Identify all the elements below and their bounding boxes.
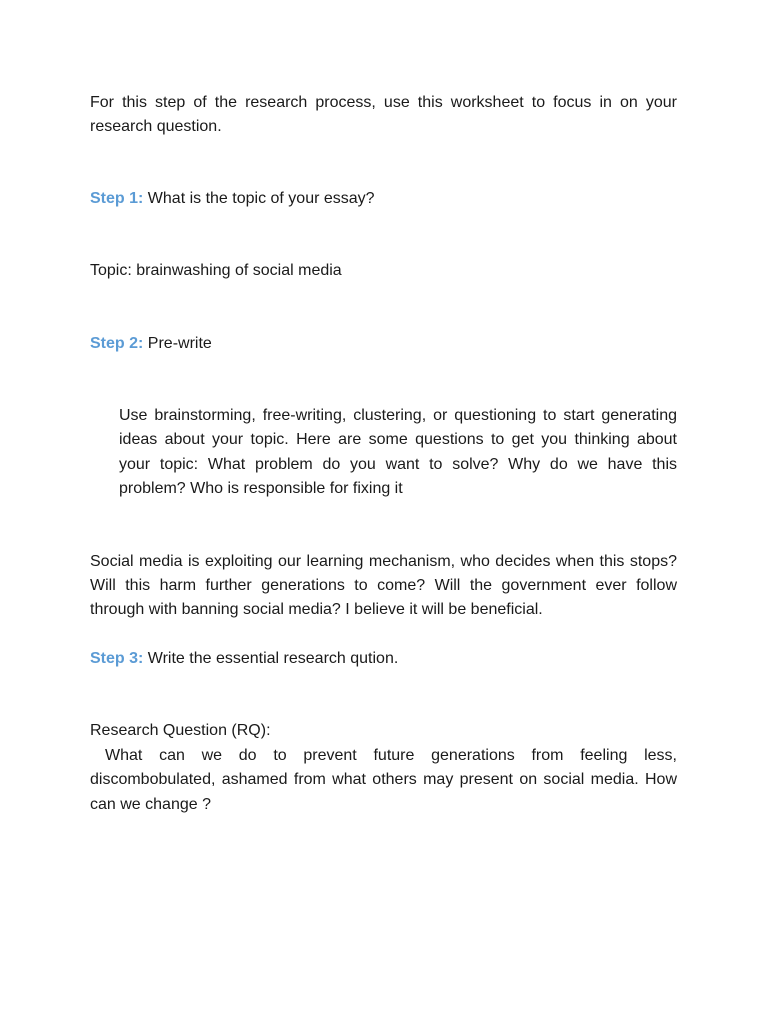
research-question-heading: Research Question (RQ): [90, 722, 271, 740]
step1-line [90, 187, 677, 211]
step3-text: Write the essential research qution. [143, 649, 399, 667]
step3-label: Step 3: [90, 649, 144, 667]
step2-text: Pre-write [143, 334, 212, 352]
prewrite-response: Social media is exploiting our learning mechanism, who decides when this stops? Will this harm further generations to come? Will the government ever follow through with banning social media? I believe it will be beneficial. [90, 552, 677, 619]
intro-paragraph: For this step of the research process, use this worksheet to focus in on your research question. [90, 94, 677, 136]
prewrite-instructions: Use brainstorming, free-writing, clustering, or questioning to start generating ideas about your topic. Here are some questions to get you thinking about your topic: What problem do you want to solve? Why do we have this problem? Who is responsible for fixing it [119, 407, 677, 498]
step2-line [90, 332, 677, 356]
step2-label: Step 2: [90, 334, 144, 352]
research-question-answer: What can we do to prevent future generations from feeling less, discombobulated, ashamed from what others may present on social media. How can we change ? [90, 746, 677, 813]
topic-line: Topic: brainwashing of social media [90, 262, 342, 280]
step1-text: What is the topic of your essay? [143, 189, 375, 207]
step3-line [90, 647, 677, 671]
worksheet-page [90, 91, 677, 817]
step1-label: Step 1: [90, 189, 144, 207]
